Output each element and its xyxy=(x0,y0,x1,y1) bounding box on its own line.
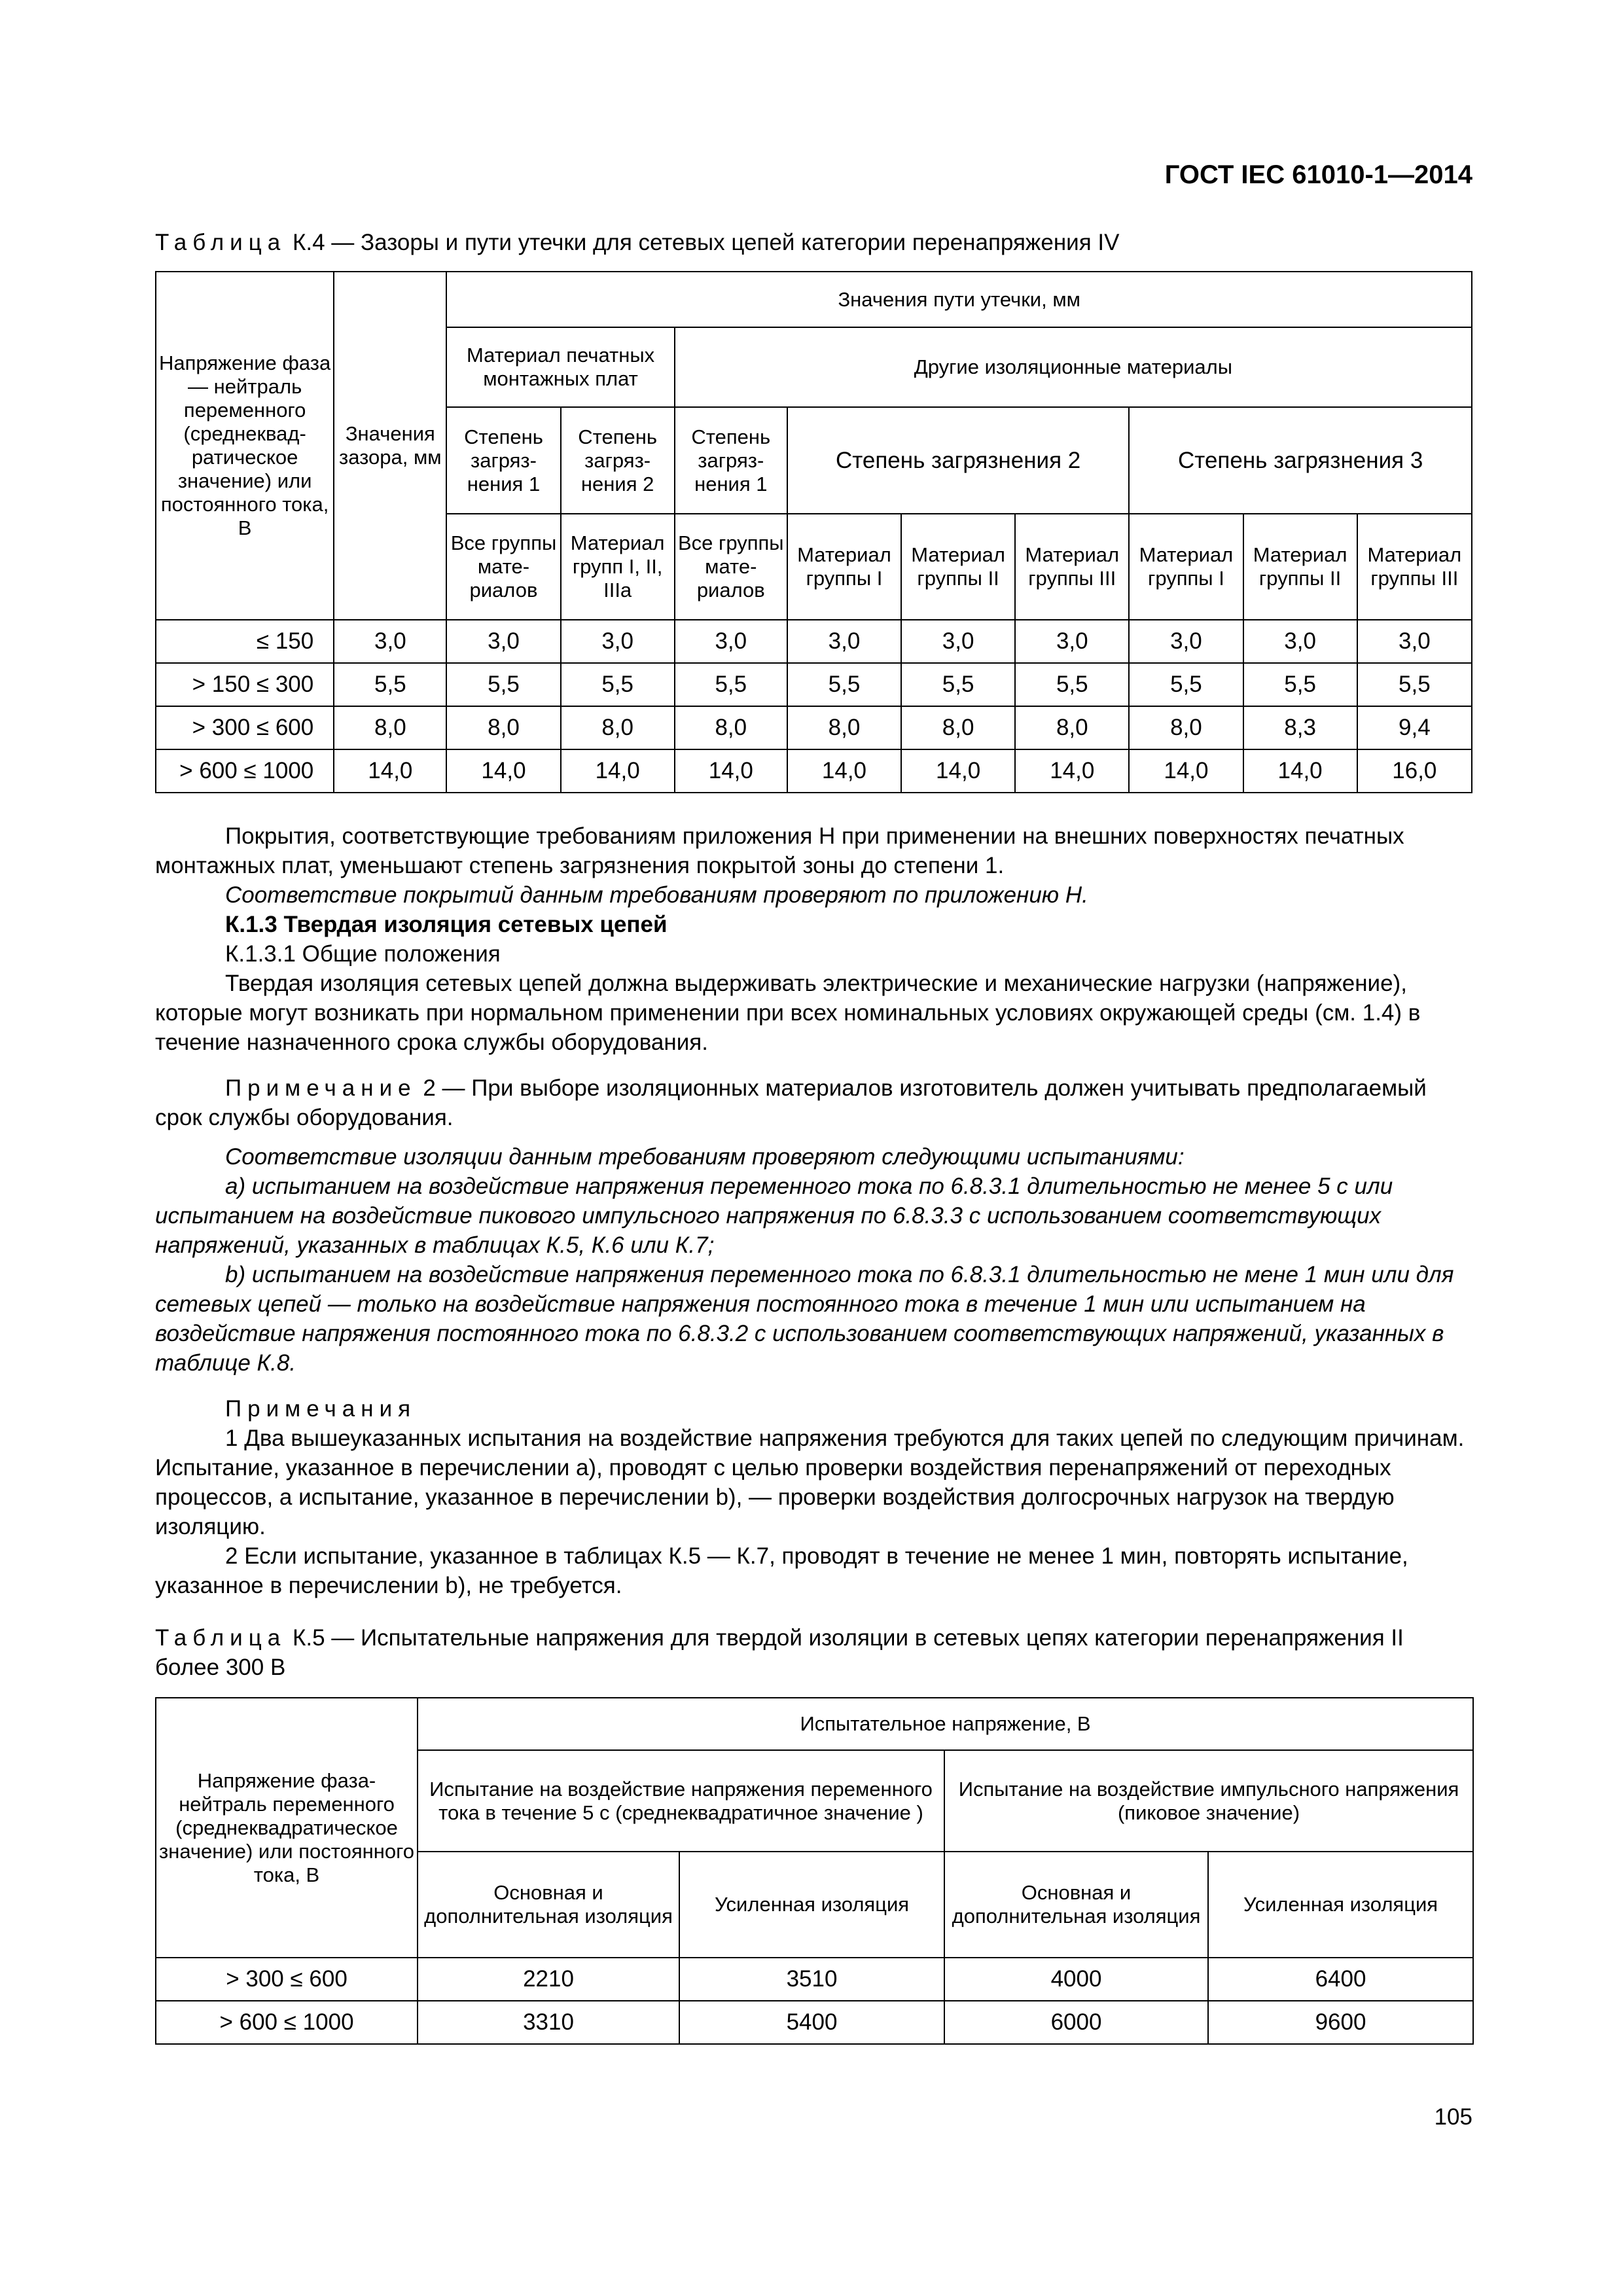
table-cell: 14,0 xyxy=(1243,749,1357,793)
k4-row-voltage: ≤ 150 xyxy=(156,620,334,663)
table-cell: 6400 xyxy=(1208,1958,1473,2001)
table-cell: 3,0 xyxy=(1243,620,1357,663)
table-cell: 14,0 xyxy=(675,749,787,793)
table-cell: 8,0 xyxy=(1129,706,1243,749)
table-cell: 3,0 xyxy=(334,620,446,663)
table-k4-caption-text: К.4 — Зазоры и пути утечки для сетевых цепей категории перенапряжения IV xyxy=(292,230,1120,255)
table-k5-caption xyxy=(155,1623,1472,1682)
k4-header-pd3-other: Степень загрязнения 3 xyxy=(1129,407,1472,514)
table-row xyxy=(156,1958,1473,2001)
k4-header-pd1-other: Степень загрязнения 1 xyxy=(675,407,787,514)
table-cell: 3,0 xyxy=(446,620,560,663)
k4-header-other: Другие изоляционные материалы xyxy=(675,327,1472,407)
table-cell: 14,0 xyxy=(446,749,560,793)
k4-sub-all-1: Все группы материалов xyxy=(446,514,560,620)
table-cell: 8,0 xyxy=(787,706,901,749)
table-cell: 8,3 xyxy=(1243,706,1357,749)
table-cell: 8,0 xyxy=(675,706,787,749)
table-k4-caption-prefix: Таблица xyxy=(155,230,287,255)
k4-sub-g2-b: Материал группы II xyxy=(1243,514,1357,620)
table-cell: 14,0 xyxy=(787,749,901,793)
table-cell: 5,5 xyxy=(561,663,675,706)
table-k4-caption xyxy=(155,228,1472,257)
table-cell: 3310 xyxy=(418,2001,679,2044)
k4-sub-all-2: Все группы материалов xyxy=(675,514,787,620)
note-1-item: 1 Два вышеуказанных испытания на воздействие напряжения требуются для таких цепей по следующим причинам. Испытание, указанное в перечислении a), проводят с целью проверки воздействия перенапряжений от переходных процессов, а испытание, указанное в перечислении b), — проверки воздействия долгосрочных нагрузок на твердую изоляцию. xyxy=(155,1426,1465,1539)
paragraph-tests-intro: Соответствие изоляции данным требованиям проверяют следующими испытаниями: xyxy=(225,1144,1185,1170)
k4-header-clearance: Значения зазора, мм xyxy=(334,272,446,620)
k5-row-voltage: > 300 ≤ 600 xyxy=(156,1958,418,2001)
table-cell: 3,0 xyxy=(675,620,787,663)
table-cell: 9600 xyxy=(1208,2001,1473,2044)
table-k5 xyxy=(155,1697,1474,2045)
table-cell: 5,5 xyxy=(1129,663,1243,706)
k5-header-ac-test: Испытание на воздействие напряжения переменного тока в течение 5 с (среднеквадратичное значение ) xyxy=(418,1750,944,1852)
table-cell: 14,0 xyxy=(334,749,446,793)
table-cell: 14,0 xyxy=(901,749,1015,793)
k4-sub-g1-a: Материал группы I xyxy=(787,514,901,620)
k4-header-pd2-pcb: Степень загрязнения 2 xyxy=(561,407,675,514)
note-2-text: 2 — При выборе изоляционных материалов изготовитель должен учитывать предполагаемый срок службы оборудования. xyxy=(155,1075,1427,1130)
document-code: ГОСТ IEC 61010-1—2014 xyxy=(1164,160,1472,189)
table-cell: 5400 xyxy=(679,2001,944,2044)
table-cell: 5,5 xyxy=(1015,663,1129,706)
k4-header-voltage: Напряжение фаза — нейтраль переменного (среднеквадратическое значение) или постоянного тока, В xyxy=(156,272,334,620)
table-cell: 5,5 xyxy=(446,663,560,706)
k4-sub-pcb-groups: Материал групп I, II, IIIa xyxy=(561,514,675,620)
k4-sub-g2-a: Материал группы II xyxy=(901,514,1015,620)
k4-header-pd2-other: Степень загрязнения 2 xyxy=(787,407,1129,514)
k5-header-impulse-test: Испытание на воздействие импульсного напряжения (пиковое значение) xyxy=(944,1750,1473,1852)
heading-k-1-3-1: К.1.3.1 Общие положения xyxy=(225,941,501,967)
k5-sub-reinforced-impulse: Усиленная изоляция xyxy=(1208,1852,1473,1958)
table-k5-caption-text: К.5 — Испытательные напряжения для твердой изоляции в сетевых цепях категории перенапряжения II более 300 В xyxy=(155,1625,1404,1680)
k4-header-pd1-pcb: Степень загрязнения 1 xyxy=(446,407,560,514)
notes-label: Примечания xyxy=(225,1396,417,1422)
table-cell: 9,4 xyxy=(1357,706,1472,749)
table-row xyxy=(156,663,1472,706)
table-cell: 5,5 xyxy=(1243,663,1357,706)
table-cell: 5,5 xyxy=(675,663,787,706)
paragraph-test-b: b) испытанием на воздействие напряжения переменного тока по 6.8.3.1 длительностью не мене 1 мин или для сетевых цепей — только на воздействие напряжения постоянного тока в течение 1 мин или испытанием на воздействие напряжения постоянного тока по 6.8.3.2 с использованием соответствующих напряжений, указанных в таблице К.8. xyxy=(155,1262,1454,1376)
table-cell: 5,5 xyxy=(901,663,1015,706)
table-cell: 8,0 xyxy=(446,706,560,749)
k4-row-voltage: > 150 ≤ 300 xyxy=(156,663,334,706)
k4-sub-g3-a: Материал группы III xyxy=(1015,514,1129,620)
table-cell: 14,0 xyxy=(1015,749,1129,793)
table-row xyxy=(156,749,1472,793)
table-cell: 3,0 xyxy=(561,620,675,663)
note-2-label: Примечание xyxy=(225,1075,417,1101)
k4-row-voltage: > 600 ≤ 1000 xyxy=(156,749,334,793)
table-cell: 4000 xyxy=(944,1958,1208,2001)
table-cell: 3,0 xyxy=(1015,620,1129,663)
table-cell: 8,0 xyxy=(1015,706,1129,749)
paragraph-test-a: a) испытанием на воздействие напряжения переменного тока по 6.8.3.1 длительностью не менее 5 с или испытанием на воздействие пикового импульсного напряжения по 6.8.3.3 с использованием соответствующих напряжений, указанных в таблицах К.5, К.6 или К.7; xyxy=(155,1174,1393,1258)
table-cell: 14,0 xyxy=(1129,749,1243,793)
paragraph-solid-insulation: Твердая изоляция сетевых цепей должна выдерживать электрические и механические нагрузки (напряжение), которые могут возникать при нормальном применении при всех номинальных условиях окружающей среды (см. 1.4) в течение назначенного срока службы оборудования. xyxy=(155,971,1421,1055)
table-row xyxy=(156,2001,1473,2044)
table-cell: 3,0 xyxy=(1129,620,1243,663)
table-cell: 14,0 xyxy=(561,749,675,793)
k4-sub-g1-b: Материал группы I xyxy=(1129,514,1243,620)
table-k5-caption-prefix: Таблица xyxy=(155,1625,287,1651)
table-k4 xyxy=(155,271,1472,793)
k4-row-voltage: > 300 ≤ 600 xyxy=(156,706,334,749)
heading-k-1-3: К.1.3 Твердая изоляция сетевых цепей xyxy=(225,912,668,937)
paragraph-coatings: Покрытия, соответствующие требованиям приложения Н при применении на внешних поверхностях печатных монтажных плат, уменьшают степень загрязнения покрытой зоны до степени 1. xyxy=(155,823,1404,878)
k5-row-voltage: > 600 ≤ 1000 xyxy=(156,2001,418,2044)
table-cell: 5,5 xyxy=(1357,663,1472,706)
table-cell: 3,0 xyxy=(787,620,901,663)
table-row xyxy=(156,620,1472,663)
k4-header-pcb: Материал печатных монтажных плат xyxy=(446,327,674,407)
page-number: 105 xyxy=(1434,2104,1472,2130)
table-cell: 3510 xyxy=(679,1958,944,2001)
k5-header-test-voltage: Испытательное напряжение, В xyxy=(418,1698,1473,1750)
table-row xyxy=(156,706,1472,749)
k5-sub-reinforced-ac: Усиленная изоляция xyxy=(679,1852,944,1958)
table-cell: 8,0 xyxy=(334,706,446,749)
k5-sub-basic-ac: Основная и дополнительная изоляция xyxy=(418,1852,679,1958)
note-2-item: 2 Если испытание, указанное в таблицах К.5 — К.7, проводят в течение не менее 1 мин, повторять испытание, указанное в перечислении b), не требуется. xyxy=(155,1543,1408,1598)
paragraph-coatings-compliance: Соответствие покрытий данным требованиям проверяют по приложению Н. xyxy=(225,882,1088,908)
table-cell: 5,5 xyxy=(787,663,901,706)
k4-sub-g3-b: Материал группы III xyxy=(1357,514,1472,620)
k5-sub-basic-impulse: Основная и дополнительная изоляция xyxy=(944,1852,1208,1958)
table-cell: 5,5 xyxy=(334,663,446,706)
k5-header-voltage: Напряжение фаза-нейтраль переменного (среднеквадратическое значение) или постоянного тока, В xyxy=(156,1698,418,1958)
table-cell: 6000 xyxy=(944,2001,1208,2044)
table-cell: 8,0 xyxy=(901,706,1015,749)
table-cell: 3,0 xyxy=(1357,620,1472,663)
table-cell: 8,0 xyxy=(561,706,675,749)
table-cell: 16,0 xyxy=(1357,749,1472,793)
k4-header-creepage: Значения пути утечки, мм xyxy=(446,272,1472,327)
table-cell: 2210 xyxy=(418,1958,679,2001)
table-cell: 3,0 xyxy=(901,620,1015,663)
note-2 xyxy=(155,1073,1472,1132)
